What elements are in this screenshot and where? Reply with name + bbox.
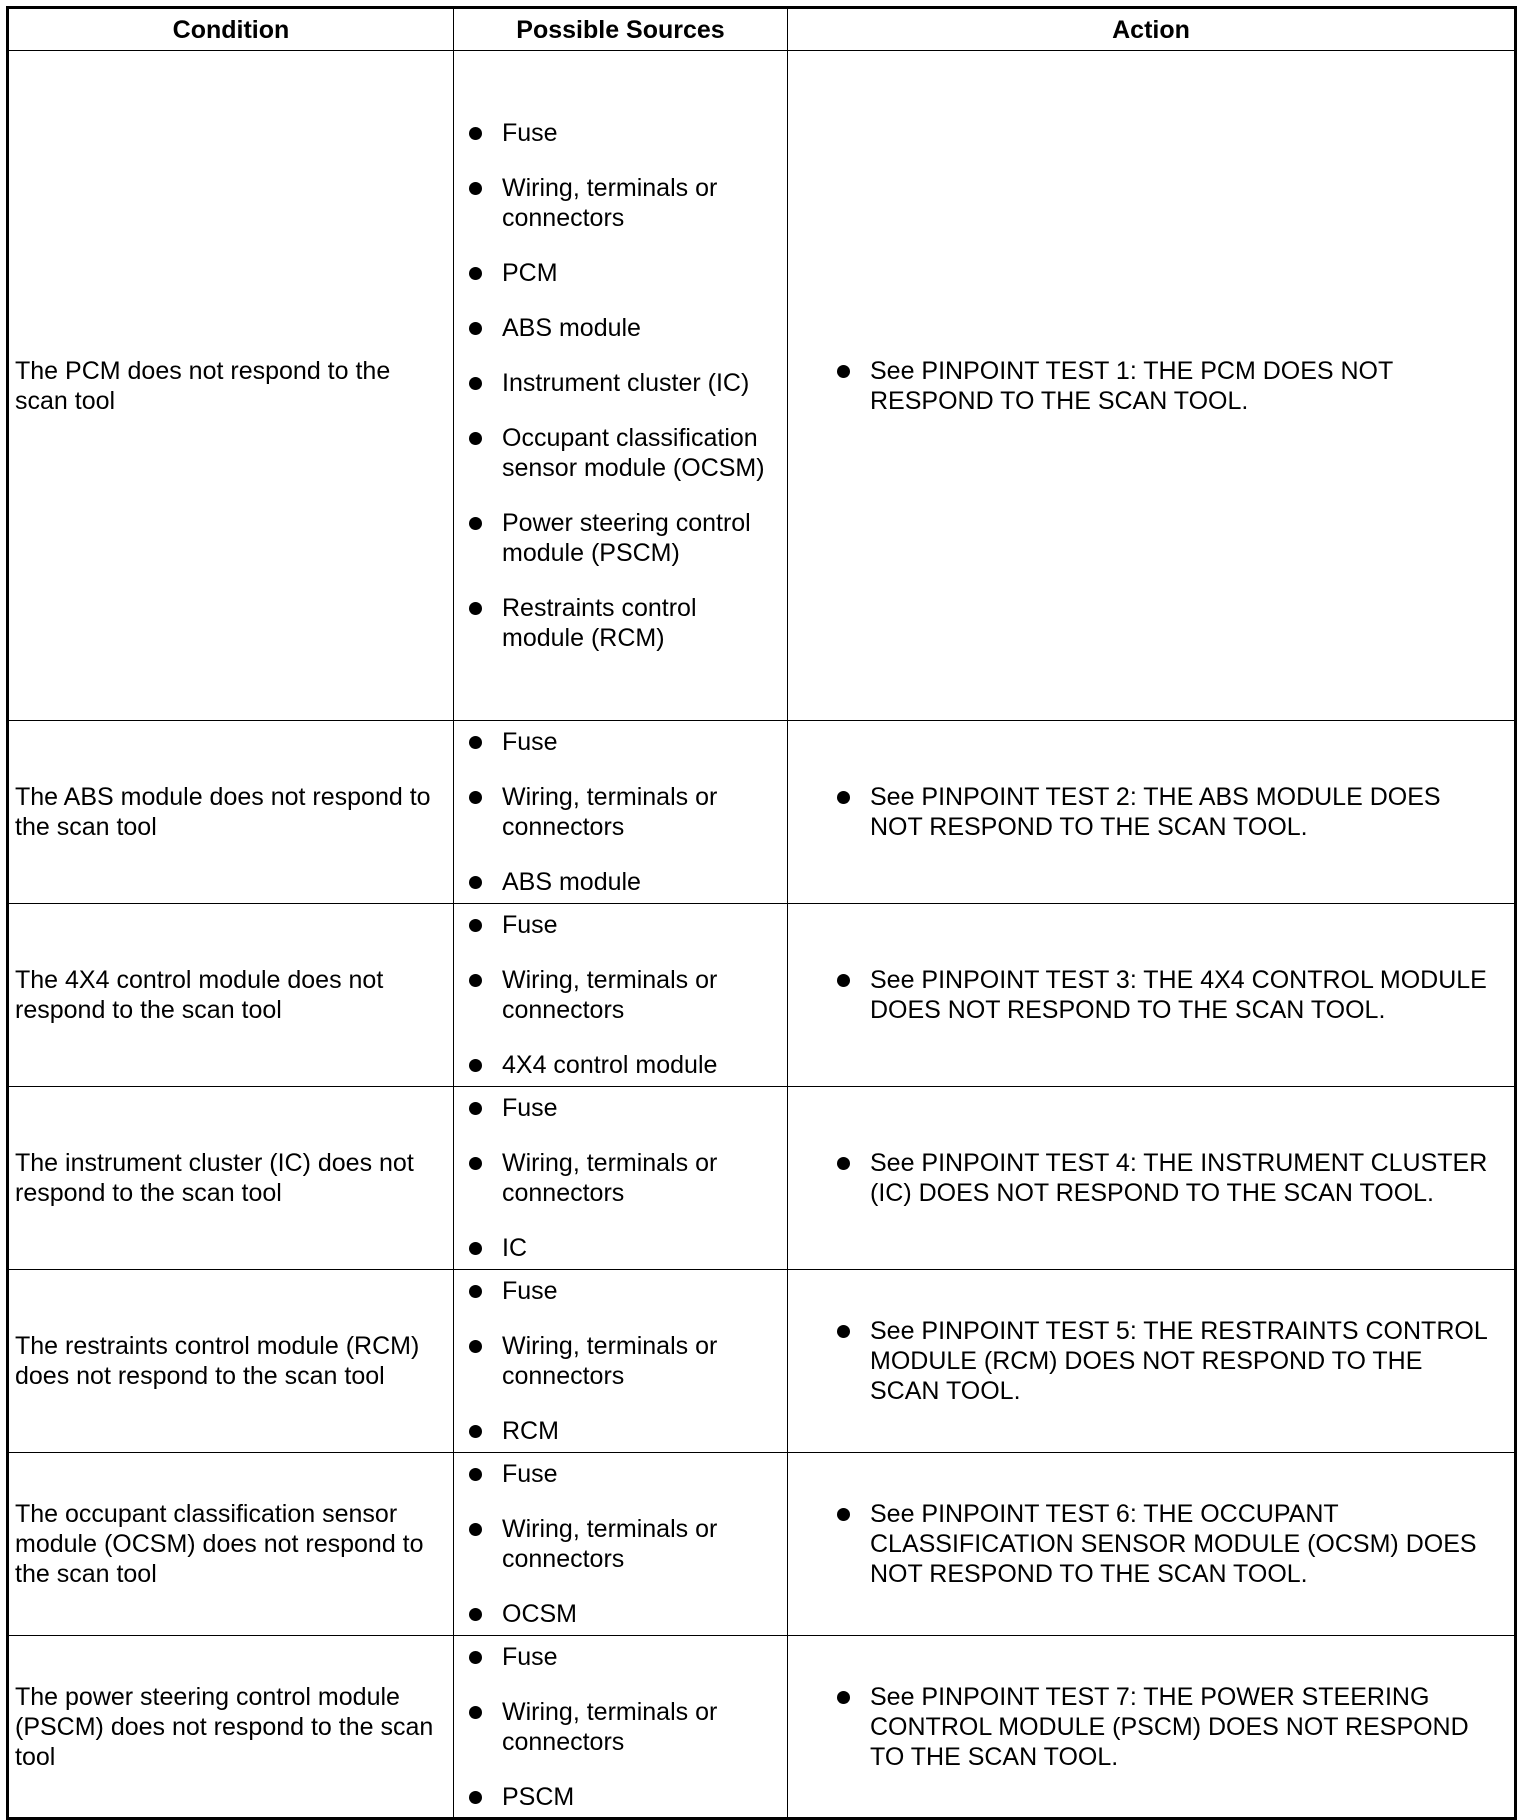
source-list-item: RCM xyxy=(502,1416,777,1446)
header-action: Action xyxy=(788,8,1516,51)
pinpoint-test-link[interactable]: See PINPOINT TEST 1: THE PCM DOES NOT RESPOND TO THE SCAN TOOL. xyxy=(870,356,1494,416)
condition-cell: The instrument cluster (IC) does not respond to the scan tool xyxy=(8,1087,454,1270)
source-list-item: PCM xyxy=(502,258,777,288)
table-body xyxy=(8,51,1516,1819)
pinpoint-test-link[interactable]: See PINPOINT TEST 3: THE 4X4 CONTROL MODULE DOES NOT RESPOND TO THE SCAN TOOL. xyxy=(870,965,1494,1025)
header-possible-sources: Possible Sources xyxy=(454,8,788,51)
condition-cell: The 4X4 control module does not respond to the scan tool xyxy=(8,904,454,1087)
pinpoint-test-link[interactable]: See PINPOINT TEST 7: THE POWER STEERING CONTROL MODULE (PSCM) DOES NOT RESPOND TO THE SCAN TOOL. xyxy=(870,1682,1494,1772)
source-list-item: Wiring, terminals or connectors xyxy=(502,782,777,842)
condition-cell: The occupant classification sensor module (OCSM) does not respond to the scan tool xyxy=(8,1453,454,1636)
table-header-row xyxy=(8,8,1516,51)
source-list-item: Wiring, terminals or connectors xyxy=(502,965,777,1025)
source-list-item: OCSM xyxy=(502,1599,777,1629)
action-list xyxy=(870,1148,1494,1208)
source-list-item: ABS module xyxy=(502,313,777,343)
condition-cell: The restraints control module (RCM) does not respond to the scan tool xyxy=(8,1270,454,1453)
action-list xyxy=(870,965,1494,1025)
action-list xyxy=(870,356,1494,416)
sources-list xyxy=(502,118,777,653)
header-condition: Condition xyxy=(8,8,454,51)
pinpoint-test-link[interactable]: See PINPOINT TEST 6: THE OCCUPANT CLASSIFICATION SENSOR MODULE (OCSM) DOES NOT RESPOND TO THE SCAN TOOL. xyxy=(870,1499,1494,1589)
action-cell xyxy=(788,1636,1516,1819)
possible-sources-cell xyxy=(454,1087,788,1270)
source-list-item: Power steering control module (PSCM) xyxy=(502,508,777,568)
table-row xyxy=(8,1453,1516,1636)
table-row xyxy=(8,1270,1516,1453)
source-list-item: Fuse xyxy=(502,910,777,940)
pinpoint-test-link[interactable]: See PINPOINT TEST 5: THE RESTRAINTS CONTROL MODULE (RCM) DOES NOT RESPOND TO THE SCAN TOOL. xyxy=(870,1316,1494,1406)
possible-sources-cell xyxy=(454,1453,788,1636)
table-row xyxy=(8,904,1516,1087)
source-list-item: Fuse xyxy=(502,1276,777,1306)
possible-sources-cell xyxy=(454,721,788,904)
action-cell xyxy=(788,51,1516,721)
possible-sources-cell xyxy=(454,904,788,1087)
table-row xyxy=(8,51,1516,721)
action-list xyxy=(870,1316,1494,1406)
source-list-item: Fuse xyxy=(502,1459,777,1489)
possible-sources-cell xyxy=(454,1636,788,1819)
action-list xyxy=(870,1682,1494,1772)
source-list-item: 4X4 control module xyxy=(502,1050,777,1080)
source-list-item: Fuse xyxy=(502,1093,777,1123)
source-list-item: Fuse xyxy=(502,1642,777,1672)
table-row xyxy=(8,721,1516,904)
source-list-item: Occupant classification sensor module (OCSM) xyxy=(502,423,777,483)
action-cell xyxy=(788,1453,1516,1636)
pinpoint-test-link[interactable]: See PINPOINT TEST 2: THE ABS MODULE DOES NOT RESPOND TO THE SCAN TOOL. xyxy=(870,782,1494,842)
sources-list xyxy=(502,1642,777,1812)
sources-list xyxy=(502,1093,777,1263)
source-list-item: IC xyxy=(502,1233,777,1263)
possible-sources-cell xyxy=(454,51,788,721)
sources-list xyxy=(502,1459,777,1629)
symptom-chart-table xyxy=(6,6,1517,1820)
source-list-item: Fuse xyxy=(502,727,777,757)
pinpoint-test-link[interactable]: See PINPOINT TEST 4: THE INSTRUMENT CLUSTER (IC) DOES NOT RESPOND TO THE SCAN TOOL. xyxy=(870,1148,1494,1208)
source-list-item: Restraints control module (RCM) xyxy=(502,593,777,653)
source-list-item: Wiring, terminals or connectors xyxy=(502,1148,777,1208)
table-row xyxy=(8,1087,1516,1270)
sources-list xyxy=(502,910,777,1080)
source-list-item: Wiring, terminals or connectors xyxy=(502,1331,777,1391)
possible-sources-cell xyxy=(454,1270,788,1453)
table-row xyxy=(8,1636,1516,1819)
action-list xyxy=(870,782,1494,842)
source-list-item: Wiring, terminals or connectors xyxy=(502,1697,777,1757)
action-cell xyxy=(788,721,1516,904)
action-cell xyxy=(788,1087,1516,1270)
condition-cell: The PCM does not respond to the scan tool xyxy=(8,51,454,721)
sources-list xyxy=(502,727,777,897)
source-list-item: Wiring, terminals or connectors xyxy=(502,173,777,233)
source-list-item: Wiring, terminals or connectors xyxy=(502,1514,777,1574)
action-list xyxy=(870,1499,1494,1589)
source-list-item: PSCM xyxy=(502,1782,777,1812)
action-cell xyxy=(788,1270,1516,1453)
source-list-item: Instrument cluster (IC) xyxy=(502,368,777,398)
sources-list xyxy=(502,1276,777,1446)
condition-cell: The power steering control module (PSCM) does not respond to the scan tool xyxy=(8,1636,454,1819)
source-list-item: ABS module xyxy=(502,867,777,897)
action-cell xyxy=(788,904,1516,1087)
condition-cell: The ABS module does not respond to the scan tool xyxy=(8,721,454,904)
source-list-item: Fuse xyxy=(502,118,777,148)
diagnostic-table-container xyxy=(6,6,1514,1812)
